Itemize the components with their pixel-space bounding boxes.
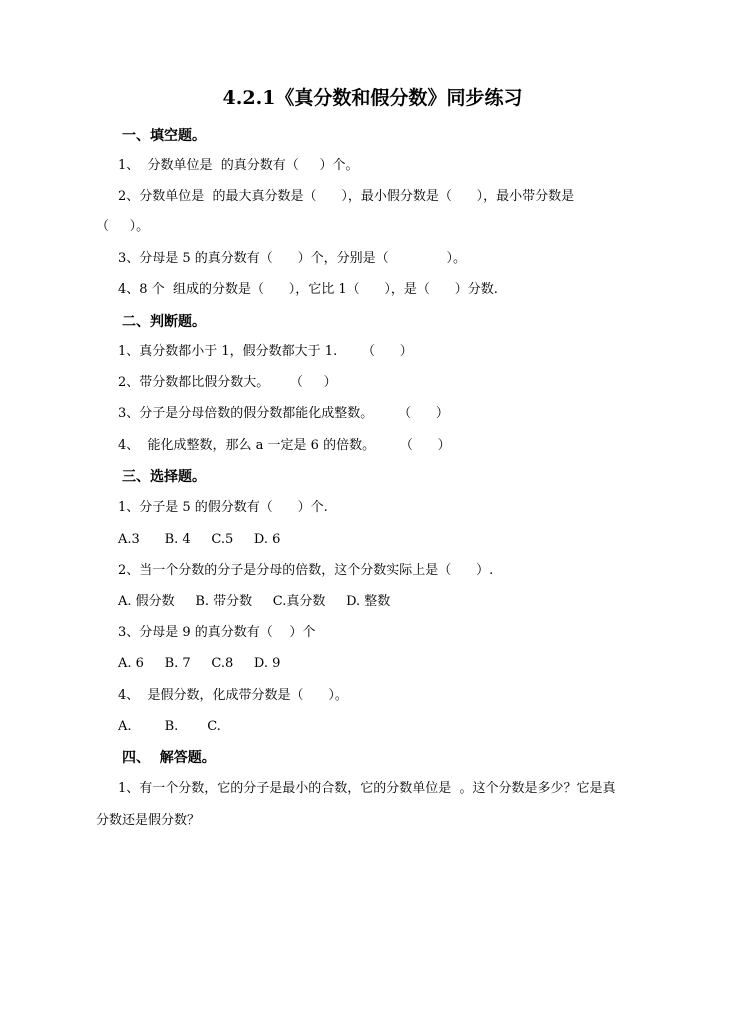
question-line: 1、 分数单位是 的真分数有（ ）个。: [118, 158, 359, 173]
question-line: 3、分母是 9 的真分数有（ ）个: [118, 625, 316, 640]
options-line: A. 假分数 B. 带分数 C.真分数 D. 整数: [118, 594, 391, 609]
section-heading-choice: 三、选择题。: [122, 469, 206, 485]
question-line: 1、有一个分数，它的分子是最小的合数，它的分数单位是 。这个分数是多少？它是真: [118, 781, 616, 796]
question-line: 1、真分数都小于 1，假分数都大于 1. （ ）: [118, 344, 413, 359]
question-line: 分数还是假分数？: [96, 813, 201, 828]
question-line: 4、 能化成整数，那么 a 一定是 6 的倍数。 （ ）: [118, 438, 451, 453]
options-line: A. 6 B. 7 C.8 D. 9: [118, 656, 281, 671]
question-line: 2、当一个分数的分子是分母的倍数，这个分数实际上是（ ）.: [118, 563, 494, 578]
question-line: 4、 是假分数，化成带分数是（ ）。: [118, 688, 348, 703]
question-line: 2、分数单位是 的最大真分数是（ ），最小假分数是（ ），最小带分数是: [118, 189, 575, 204]
question-line: （ ）。: [96, 219, 150, 234]
options-line: A. B. C.: [118, 719, 221, 734]
question-line: 1、分子是 5 的假分数有（ ）个.: [118, 500, 328, 515]
options-line: A.3 B. 4 C.5 D. 6: [118, 532, 281, 547]
question-line: 4、8 个 组成的分数是（ ），它比 1（ ），是（ ）分数.: [118, 282, 498, 297]
question-line: 3、分母是 5 的真分数有（ ）个，分别是（ ）。: [118, 251, 466, 266]
section-heading-fill-blank: 一、填空题。: [122, 128, 206, 144]
question-line: 2、带分数都比假分数大。 （ ）: [118, 375, 337, 390]
worksheet-title: 4.2.1《真分数和假分数》同步练习: [222, 87, 523, 109]
section-heading-true-false: 二、判断题。: [122, 314, 206, 330]
question-line: 3、分子是分母倍数的假分数都能化成整数。 （ ）: [118, 406, 449, 421]
section-heading-answer: 四、 解答题。: [122, 750, 216, 766]
